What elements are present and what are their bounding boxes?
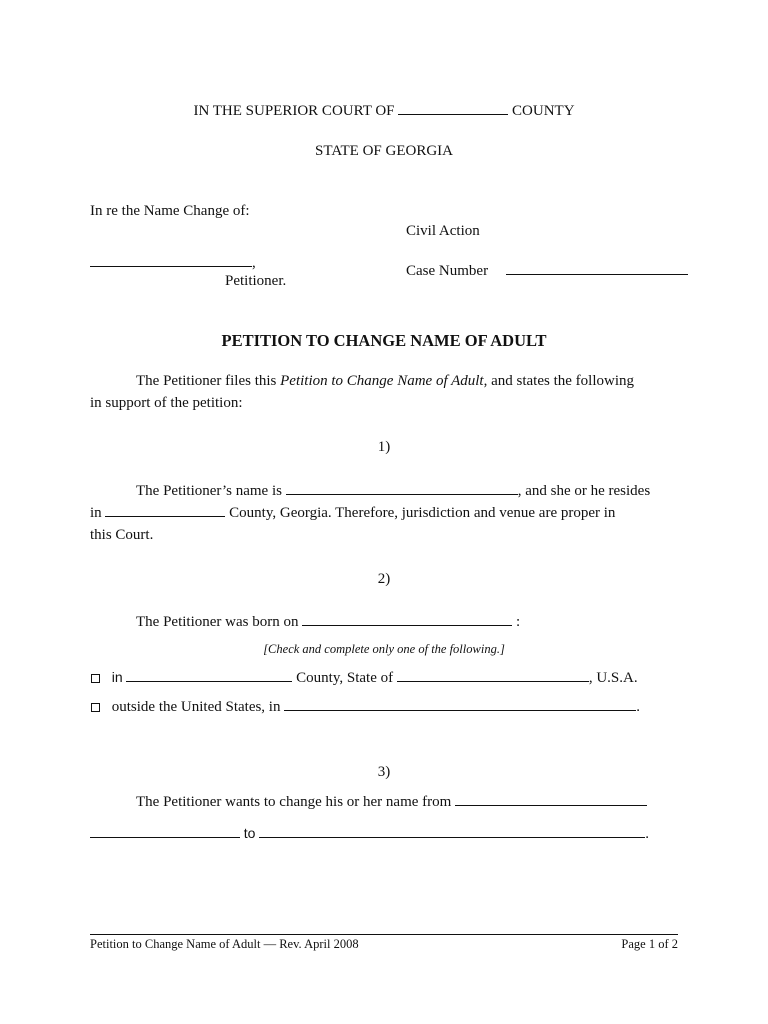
outside-us-text: outside the United States, in bbox=[111, 699, 281, 715]
check-instruction: [Check and complete only one of the following.] bbox=[263, 642, 505, 656]
new-name-blank[interactable] bbox=[259, 825, 645, 838]
court-suffix: COUNTY bbox=[512, 103, 575, 119]
born-text: The Petitioner was born on bbox=[136, 614, 299, 630]
document-title: PETITION TO CHANGE NAME OF ADULT bbox=[221, 331, 547, 350]
civil-action-label: Civil Action bbox=[406, 223, 480, 239]
change-to-period: . bbox=[645, 826, 649, 842]
petitioner-name-blank[interactable] bbox=[90, 254, 252, 267]
county-blank[interactable] bbox=[398, 102, 508, 115]
born-colon: : bbox=[515, 614, 521, 630]
footer-divider bbox=[90, 934, 678, 935]
name-is-text: The Petitioner’s name is bbox=[136, 483, 282, 499]
birthplace-option-foreign bbox=[91, 698, 640, 716]
petitioner-comma: , bbox=[252, 255, 256, 271]
old-name-blank[interactable] bbox=[455, 793, 647, 806]
court-heading bbox=[0, 102, 768, 120]
checkbox-us[interactable] bbox=[91, 674, 100, 683]
born-line bbox=[136, 613, 520, 631]
birthplace-option-us bbox=[91, 668, 638, 687]
footer-left: Petition to Change Name of Adult — Rev. April 2008 bbox=[90, 937, 359, 951]
usa-text: , U.S.A. bbox=[588, 670, 638, 686]
petitioner-name-line bbox=[90, 254, 256, 272]
current-name-blank[interactable] bbox=[286, 482, 518, 495]
in-re-label: In re the Name Change of: bbox=[90, 203, 250, 219]
old-name-continued-blank[interactable] bbox=[90, 825, 240, 838]
intro-text-italic: Petition to Change Name of Adult bbox=[280, 373, 484, 389]
intro-text-b: , and states the following bbox=[483, 373, 634, 389]
birth-date-blank[interactable] bbox=[302, 613, 512, 626]
intro-text-a: The Petitioner files this bbox=[136, 373, 281, 389]
jurisdiction-text: County, Georgia. Therefore, jurisdiction and venue are proper in bbox=[229, 505, 616, 521]
case-number-blank[interactable] bbox=[506, 262, 688, 275]
change-to-line bbox=[90, 824, 649, 843]
section-1-line-3: this Court. bbox=[90, 527, 154, 543]
intro-line-1 bbox=[136, 372, 634, 390]
checkbox-foreign[interactable] bbox=[91, 703, 100, 712]
to-text: to bbox=[243, 825, 256, 841]
intro-line-2: in support of the petition: bbox=[90, 395, 243, 411]
section-1-number: 1) bbox=[377, 439, 391, 455]
section-1-line-2 bbox=[90, 504, 615, 522]
change-from-line bbox=[136, 793, 647, 811]
residence-county-blank[interactable] bbox=[105, 504, 225, 517]
resides-text: , and she or he resides bbox=[517, 483, 651, 499]
birth-state-blank[interactable] bbox=[397, 669, 589, 682]
county-state-text: County, State of bbox=[296, 670, 394, 686]
foreign-place-blank[interactable] bbox=[284, 698, 636, 711]
case-number-row bbox=[406, 262, 688, 280]
section-1-line-1 bbox=[136, 482, 650, 500]
case-number-label: Case Number bbox=[406, 263, 489, 279]
in-text: in bbox=[90, 505, 102, 521]
section-3-number: 3) bbox=[377, 764, 391, 780]
option-2-period: . bbox=[636, 699, 640, 715]
option-in-text: in bbox=[111, 669, 123, 685]
page-number: Page 1 of 2 bbox=[621, 937, 678, 951]
court-prefix: IN THE SUPERIOR COURT OF bbox=[193, 103, 395, 119]
petitioner-label: Petitioner. bbox=[225, 273, 287, 289]
birth-county-blank[interactable] bbox=[126, 669, 292, 682]
state-heading: STATE OF GEORGIA bbox=[315, 143, 453, 159]
section-2-number: 2) bbox=[377, 571, 391, 587]
change-from-text: The Petitioner wants to change his or her name from bbox=[136, 794, 452, 810]
